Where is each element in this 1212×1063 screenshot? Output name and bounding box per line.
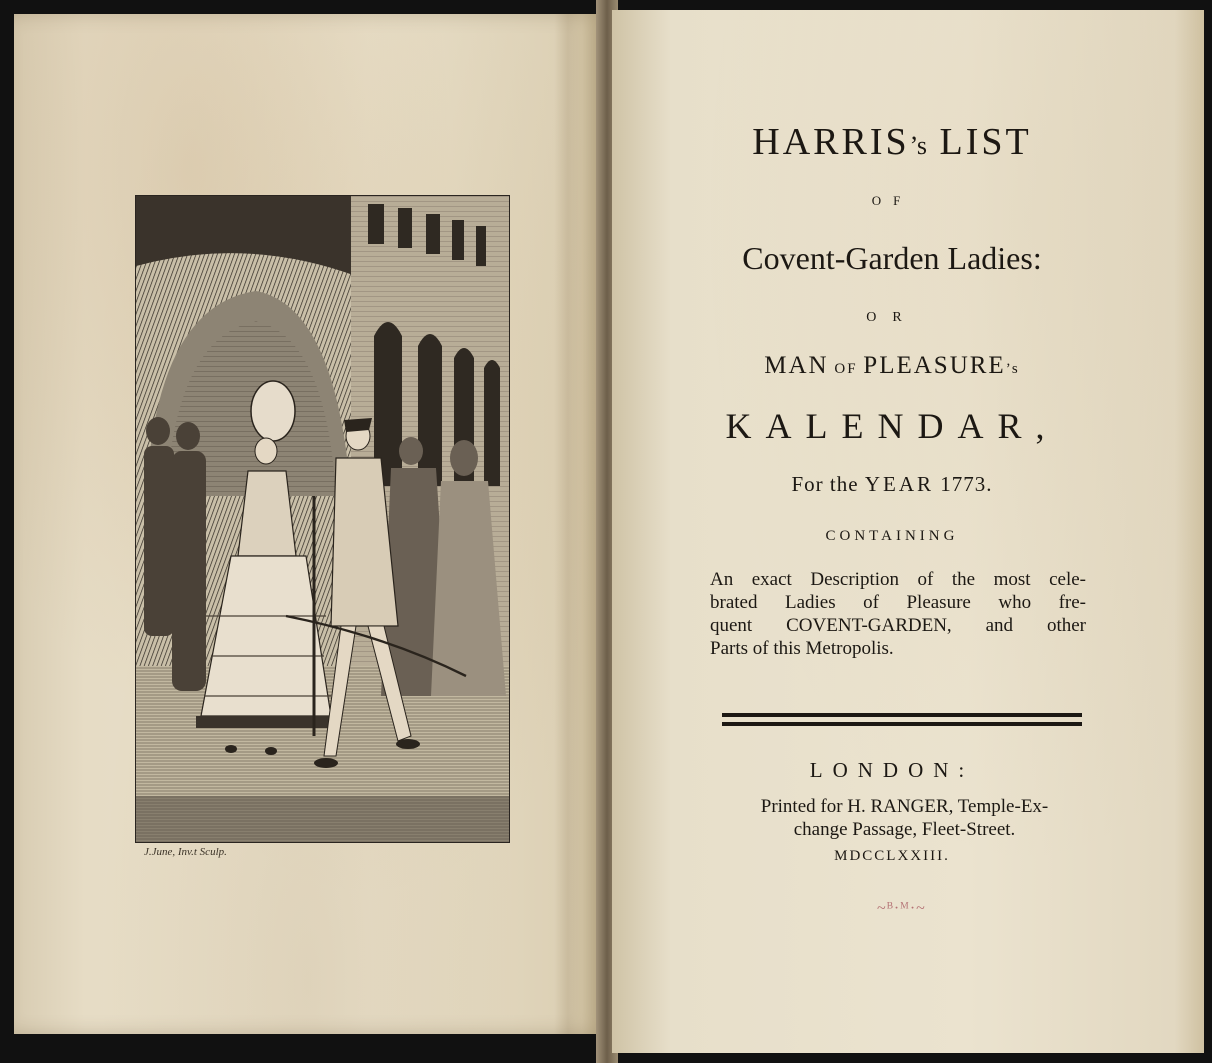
description-line: quent COVENT-GARDEN, and other: [710, 615, 1086, 636]
title-harris-list: HARRIS’s LIST: [752, 121, 1032, 163]
frontispiece-page: [14, 14, 602, 1034]
title-covent-garden: Covent-Garden Ladies:: [742, 240, 1042, 276]
printer-imprint: [717, 795, 1092, 841]
double-rule-divider: [722, 713, 1082, 729]
library-stamp: ~ᴮ·ᴹ·~: [877, 900, 926, 917]
title-man-of-pleasure: MAN OF PLEASURE’s: [764, 352, 1020, 379]
description-line: brated Ladies of Pleasure who fre-: [710, 592, 1086, 613]
printer-line: Printed for H. RANGER, Temple-Ex-: [760, 796, 1049, 817]
engraver-credit: J.June, Inv.t Sculp.: [144, 846, 227, 858]
frontispiece-engraving: [135, 195, 510, 843]
printer-line: change Passage, Fleet-Street.: [793, 819, 1016, 840]
title-of: OF: [871, 193, 913, 208]
title-year: For the YEAR 1773.: [791, 472, 993, 496]
imprint-date: MDCCLXXIII.: [834, 848, 950, 864]
description-line: An exact Description of the most cele-: [710, 569, 1086, 590]
title-description: [710, 568, 1086, 660]
title-containing: CONTAINING: [825, 528, 959, 544]
title-page: [612, 10, 1204, 1053]
imprint-city: LONDON:: [809, 758, 975, 782]
page-edge: [554, 14, 582, 1034]
description-line: Parts of this Metropolis.: [710, 638, 894, 659]
title-kalendar: KALENDAR,: [725, 406, 1059, 446]
title-or: OR: [866, 310, 918, 325]
